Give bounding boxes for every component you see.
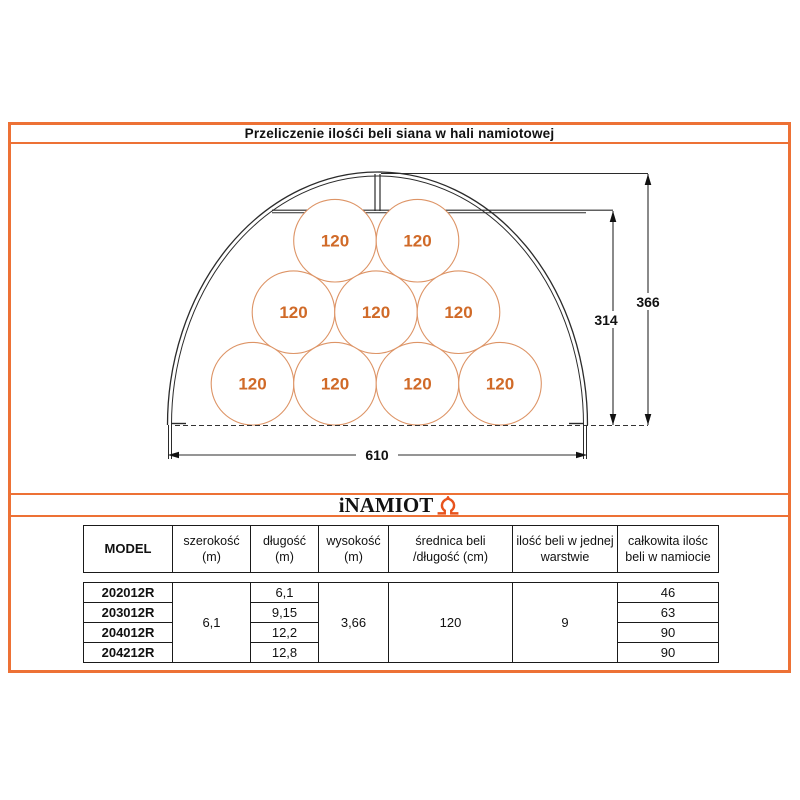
cell-model: 204212R [84, 643, 173, 663]
header-wysokosc [319, 526, 389, 573]
cell-dlugosc: 12,2 [251, 623, 319, 643]
tent-icon [436, 496, 460, 516]
spec-table-area [11, 525, 788, 677]
cell-calkowita: 46 [618, 583, 719, 603]
header-text: wysokość [326, 533, 381, 548]
bale-diameter-label: 120 [403, 374, 432, 394]
bale-diameter-label: 120 [485, 374, 515, 394]
dimension-inner-height [586, 211, 626, 425]
cell-szerokosc-merged: 6,1 [173, 583, 251, 663]
header-calkowita [618, 526, 719, 573]
bale-diameter-label: 120 [361, 303, 391, 323]
spec-table-data [83, 582, 719, 663]
brand-name: iNAMIOT [338, 492, 434, 517]
spec-table-header [83, 525, 719, 573]
header-unit: (m) [344, 550, 363, 564]
cell-calkowita: 63 [618, 603, 719, 623]
tent-cross-section-diagram [11, 144, 788, 495]
header-unit: (m) [202, 550, 221, 564]
bale-diameter-label: 120 [279, 303, 308, 323]
spec-sheet [8, 122, 791, 673]
cell-calkowita: 90 [618, 623, 719, 643]
cell-model: 202012R [84, 583, 173, 603]
bale-diameter-label: 120 [444, 303, 473, 323]
cell-ilosc-warstwa-merged: 9 [513, 583, 618, 663]
arrowhead-left [168, 452, 179, 459]
table-row [84, 583, 719, 603]
title-bar [11, 125, 788, 144]
dimension-width-label: 610 [365, 447, 389, 463]
header-szerokosc [173, 526, 251, 573]
arrowhead-down [610, 414, 617, 425]
header-text: warstwie [540, 550, 590, 564]
header-text: beli w namiocie [625, 550, 711, 564]
cell-dlugosc: 6,1 [251, 583, 319, 603]
header-text: długość [262, 533, 307, 548]
arrowhead-right [576, 452, 587, 459]
header-srednica [389, 526, 513, 573]
header-text: szerokość [183, 533, 240, 548]
header-text: ilość beli w jednej [516, 533, 614, 548]
page-title: Przeliczenie ilośći beli siana w hali namiotowej [244, 126, 555, 141]
cell-calkowita: 90 [618, 643, 719, 663]
dimension-total-height [628, 174, 668, 425]
header-model [84, 526, 173, 573]
dimension-inner-height-label: 314 [594, 312, 618, 328]
header-row [84, 526, 719, 573]
dimension-total-height-label: 366 [636, 294, 660, 310]
header-text: średnica beli [415, 533, 486, 548]
arrowhead-up [645, 174, 652, 185]
cell-model: 203012R [84, 603, 173, 623]
arrowhead-up [610, 211, 617, 222]
bale-diameter-label: 120 [320, 231, 350, 251]
header-unit: /długość (cm) [412, 550, 489, 564]
bale-diameter-label: 120 [238, 374, 267, 394]
header-text: MODEL [104, 540, 152, 556]
tent-diagram-svg [11, 144, 788, 493]
cell-srednica-merged: 120 [389, 583, 513, 663]
dimension-width [168, 447, 587, 463]
header-ilosc-warstwa [513, 526, 618, 573]
cell-dlugosc: 12,8 [251, 643, 319, 663]
cell-wysokosc-merged: 3,66 [319, 583, 389, 663]
bale-diameter-label: 120 [320, 374, 350, 394]
bale-diameter-label: 120 [403, 231, 432, 251]
cell-model: 204012R [84, 623, 173, 643]
header-unit: (m) [275, 550, 294, 564]
brand-bar [11, 492, 788, 517]
header-text: całkowita ilośc [628, 533, 708, 548]
header-dlugosc [251, 526, 319, 573]
cell-dlugosc: 9,15 [251, 603, 319, 623]
arrowhead-down [645, 414, 652, 425]
